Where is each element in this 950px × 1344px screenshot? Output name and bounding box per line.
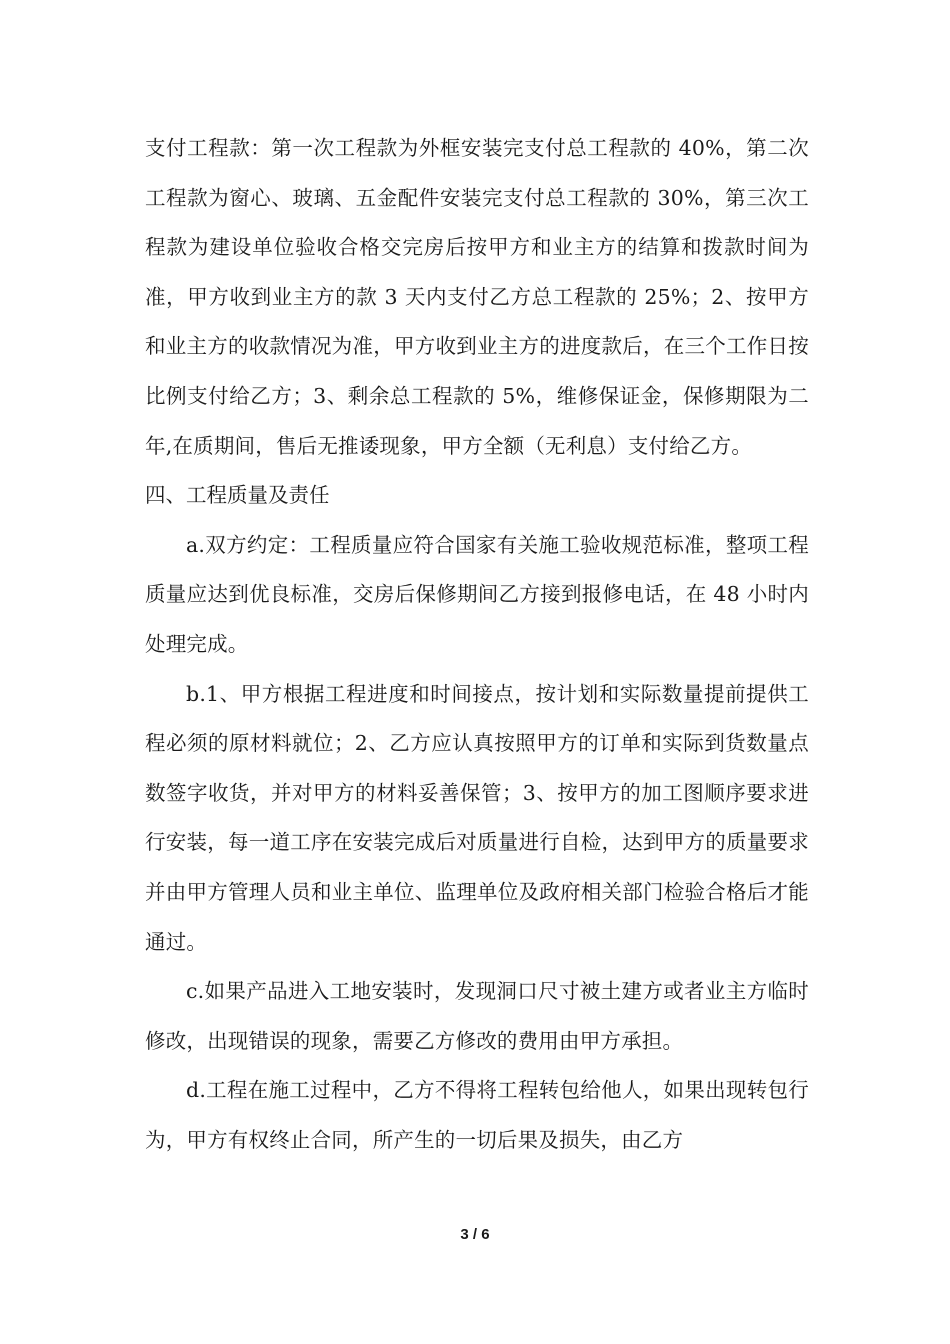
payment-terms-paragraph: 支付工程款：第一次工程款为外框安装完支付总工程款的 40%，第二次工程款为窗心、玻璃、五金配件安装完支付总工程款的 30%，第三次工程款为建设单位验收合格交完房后按甲方和业主方的结算和拨款时间为准，甲方收到业主方的款 3 天内支付乙方总工程款的 25%；2、按甲方和业主方的收款情况为准，甲方收到业主方的进度款后，在三个工作日按比例支付给乙方；3、剩余总工程款的 5%，维修保证金，保修期限为二年,在质期间，售后无推诿现象，甲方全额（无利息）支付给乙方。 <box>145 136 809 458</box>
page-number: 3 / 6 <box>460 1226 490 1243</box>
clause-c: c.如果产品进入工地安装时，发现洞口尺寸被土建方或者业主方临时修改，出现错误的现象，需要乙方修改的费用由甲方承担。 <box>145 979 809 1053</box>
section-heading: 四、工程质量及责任 <box>145 483 330 508</box>
clause-b: b.1、甲方根据工程进度和时间接点，按计划和实际数量提前提供工程必须的原材料就位；2、乙方应认真按照甲方的订单和实际到货数量点数签字收货，并对甲方的材料妥善保管；3、按甲方的加工图顺序要求进行安装，每一道工序在安装完成后对质量进行自检，达到甲方的质量要求并由甲方管理人员和业主单位、监理单位及政府相关部门检验合格后才能通过。 <box>145 681 809 954</box>
clause-a: a.双方约定：工程质量应符合国家有关施工验收规范标准，整项工程质量应达到优良标准，交房后保修期间乙方接到报修电话，在 48 小时内处理完成。 <box>145 532 809 656</box>
page-body <box>145 124 809 1165</box>
clause-d: d.工程在施工过程中，乙方不得将工程转包给他人，如果出现转包行为，甲方有权终止合同，所产生的一切后果及损失，由乙方 <box>145 1078 809 1152</box>
